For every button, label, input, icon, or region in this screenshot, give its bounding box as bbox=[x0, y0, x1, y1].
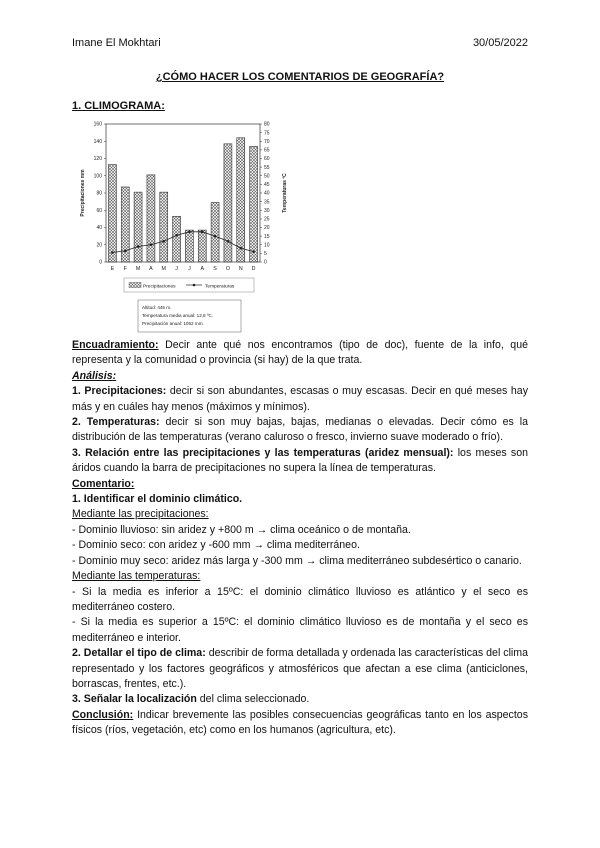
item-dominio-lluvioso: - Dominio lluvioso: sin aridez y +800 m → clima oceánico o de montaña. bbox=[72, 523, 411, 536]
temperature-point bbox=[201, 231, 204, 234]
temperature-point bbox=[175, 234, 178, 237]
heading-mediante-precipitaciones: Mediante las precipitaciones: bbox=[72, 508, 209, 521]
label-relacion: 3. Relación entre las precipitaciones y las temperaturas (aridez mensual): bbox=[72, 446, 454, 459]
item-media-inferior: - Si la media es inferior a 15ºC: el dominio climático lluvioso es atlántico y el seco es mediterráneo costero. bbox=[72, 585, 528, 613]
y2-tick-label: 55 bbox=[264, 164, 270, 171]
item-dominio-muy-seco: - Dominio muy seco: aridez más larga y -300 mm → clima mediterráneo subdesértico o canario. bbox=[72, 554, 522, 567]
y2-tick-label: 45 bbox=[264, 182, 270, 189]
heading-mediante-temperaturas: Mediante las temperaturas: bbox=[72, 570, 201, 583]
x-tick-label: M bbox=[161, 266, 166, 272]
y2-tick-label: 40 bbox=[264, 190, 270, 197]
y2-tick-label: 35 bbox=[264, 199, 270, 206]
y2-tick-label: 70 bbox=[264, 138, 270, 145]
precipitation-bar bbox=[224, 144, 232, 262]
paragraph-encuadramiento bbox=[72, 338, 528, 369]
y-tick-label: 40 bbox=[96, 225, 102, 232]
text-localizacion: del clima seleccionado. bbox=[196, 693, 310, 706]
text-conclusion: Indicar brevemente las posibles consecuencias geográficas tanto en los aspectos físicos (ríos, vegetación, etc) como en los humanos (agricultura, etc). bbox=[72, 708, 528, 737]
x-tick-label: M bbox=[135, 266, 141, 272]
y-tick-label: 120 bbox=[93, 156, 102, 163]
legend-label-precipitaciones: Precipitaciones bbox=[143, 284, 176, 290]
label-comentario: Comentario: bbox=[72, 477, 135, 490]
x-tick-label: A bbox=[200, 266, 205, 272]
y2-tick-label: 65 bbox=[264, 147, 270, 154]
y2-tick-label: 5 bbox=[264, 251, 267, 258]
label-encuadramiento: Encuadramiento: bbox=[72, 339, 159, 351]
text-detallar: describir de forma detallada y ordenada las características del clima representado y los factores geográficos y atmosféricos que afectan a ese clima (anticiclones, borrascas, frentes, etc.). bbox=[72, 647, 528, 690]
precipitation-bar bbox=[173, 216, 181, 262]
x-tick-label: E bbox=[110, 266, 115, 272]
legend-label-temperaturas: Temperaturas bbox=[205, 284, 235, 290]
precipitation-bar bbox=[211, 202, 219, 262]
label-detallar: 2. Detallar el tipo de clima: bbox=[72, 647, 206, 660]
text-precipitaciones: decir si son abundantes, escasas o muy escasas. Decir en qué meses hay más y en cuáles hay menos (máximos y mínimos). bbox=[72, 385, 528, 413]
precipitation-bar bbox=[198, 230, 206, 262]
info-precipitacion-anual: Precipitación anual: 1052 mm. bbox=[142, 321, 204, 326]
temperature-point bbox=[188, 231, 191, 234]
text-encuadramiento: Decir ante qué nos encontramos (tipo de doc), fuente de la info, qué representa y la comunidad o provincia (si hay) de la que trata. bbox=[72, 339, 528, 367]
label-precipitaciones: 1. Precipitaciones: bbox=[72, 385, 167, 398]
precipitation-bar bbox=[185, 230, 193, 262]
temperature-point bbox=[137, 245, 140, 248]
y-axis-title: Precipitaciones mm bbox=[80, 169, 86, 217]
temperature-point bbox=[124, 249, 127, 252]
x-tick-label: J bbox=[188, 266, 191, 272]
x-tick-label: O bbox=[225, 266, 230, 272]
item-dominio-seco: - Dominio seco: con aridez y -600 mm → clima mediterráneo. bbox=[72, 539, 360, 552]
x-tick-label: F bbox=[123, 266, 127, 272]
y2-tick-label: 50 bbox=[264, 173, 270, 180]
temperature-point bbox=[162, 240, 165, 243]
x-tick-label: N bbox=[238, 266, 243, 272]
x-tick-label: A bbox=[149, 266, 153, 272]
temperature-point bbox=[214, 235, 217, 238]
text-temperaturas: decir si son muy bajas, bajas, medianas o elevadas. Decir cómo es la distribución de las temperaturas (verano caluroso o fresco, invierno suave moderado o frío). bbox=[72, 416, 528, 444]
heading-dominio: 1. Identificar el dominio climático. bbox=[72, 493, 243, 506]
y2-tick-label: 0 bbox=[264, 259, 267, 266]
label-conclusion: Conclusión: bbox=[72, 708, 134, 721]
precipitation-bar bbox=[134, 192, 142, 262]
x-tick-label: J bbox=[175, 266, 178, 272]
heading-comentario bbox=[72, 477, 528, 492]
y-tick-label: 0 bbox=[99, 259, 102, 266]
precipitation-bar bbox=[250, 146, 258, 262]
heading-analisis bbox=[72, 369, 528, 384]
y-tick-label: 60 bbox=[96, 207, 102, 214]
document-date: 30/05/2022 bbox=[472, 37, 528, 49]
document-body bbox=[72, 338, 528, 739]
y2-tick-label: 15 bbox=[264, 233, 270, 240]
x-tick-label: S bbox=[213, 266, 217, 272]
paragraph-precipitaciones bbox=[72, 384, 528, 415]
temperature-point bbox=[239, 247, 242, 250]
paragraph-conclusion bbox=[72, 708, 528, 739]
label-analisis: Análisis: bbox=[72, 369, 117, 382]
text-relacion: los meses son áridos cuando la barra de precipitaciones no supera la línea de temperaturas. bbox=[72, 446, 529, 475]
y2-tick-label: 30 bbox=[264, 207, 270, 214]
y2-tick-label: 60 bbox=[264, 156, 270, 163]
y-tick-label: 140 bbox=[93, 138, 102, 145]
temperature-point bbox=[252, 250, 255, 253]
paragraph-temperaturas bbox=[72, 415, 528, 446]
page-title: ¿CÓMO HACER LOS COMENTARIOS DE GEOGRAFÍA? bbox=[155, 71, 445, 83]
y-tick-label: 20 bbox=[96, 242, 102, 249]
author-name: Imane El Mokhtari bbox=[72, 37, 161, 49]
precipitation-bar bbox=[147, 175, 155, 262]
y-tick-label: 160 bbox=[93, 121, 102, 128]
y2-tick-label: 80 bbox=[264, 121, 270, 128]
y2-tick-label: 25 bbox=[264, 216, 270, 223]
info-altitud: Altitud: 445 m. bbox=[142, 305, 172, 310]
precipitation-bar bbox=[108, 165, 116, 262]
label-temperaturas: 2. Temperaturas: bbox=[72, 416, 160, 429]
temperature-point bbox=[227, 240, 230, 243]
info-temperatura-media: Temperatura media anual: 12,8 ºC. bbox=[142, 313, 214, 318]
y2-tick-label: 75 bbox=[264, 130, 270, 137]
y2-tick-label: 20 bbox=[264, 225, 270, 232]
paragraph-detallar bbox=[72, 646, 528, 692]
y-tick-label: 80 bbox=[96, 190, 102, 197]
x-tick-label: D bbox=[251, 266, 256, 272]
precipitation-bar bbox=[237, 138, 245, 262]
legend-swatch-precipitaciones bbox=[129, 283, 141, 288]
y2-axis-title: Temperaturas ºC bbox=[282, 173, 288, 213]
y-tick-label: 100 bbox=[93, 173, 102, 180]
y2-tick-label: 10 bbox=[264, 242, 270, 249]
precipitation-bar bbox=[160, 192, 168, 262]
label-localizacion: 3. Señalar la localización bbox=[72, 693, 197, 706]
paragraph-relacion bbox=[72, 446, 528, 477]
temperature-point bbox=[150, 243, 153, 246]
temperature-point bbox=[111, 251, 114, 254]
paragraph-localizacion bbox=[72, 692, 528, 707]
item-media-superior: - Si la media es superior a 15ºC: el dominio climático lluvioso es de montaña y el seco es mediterráneo e interior. bbox=[72, 616, 528, 644]
section-climograma-title: 1. CLIMOGRAMA: bbox=[72, 100, 165, 112]
legend-marker-temperaturas bbox=[193, 284, 196, 287]
climograma-chart bbox=[74, 112, 304, 334]
